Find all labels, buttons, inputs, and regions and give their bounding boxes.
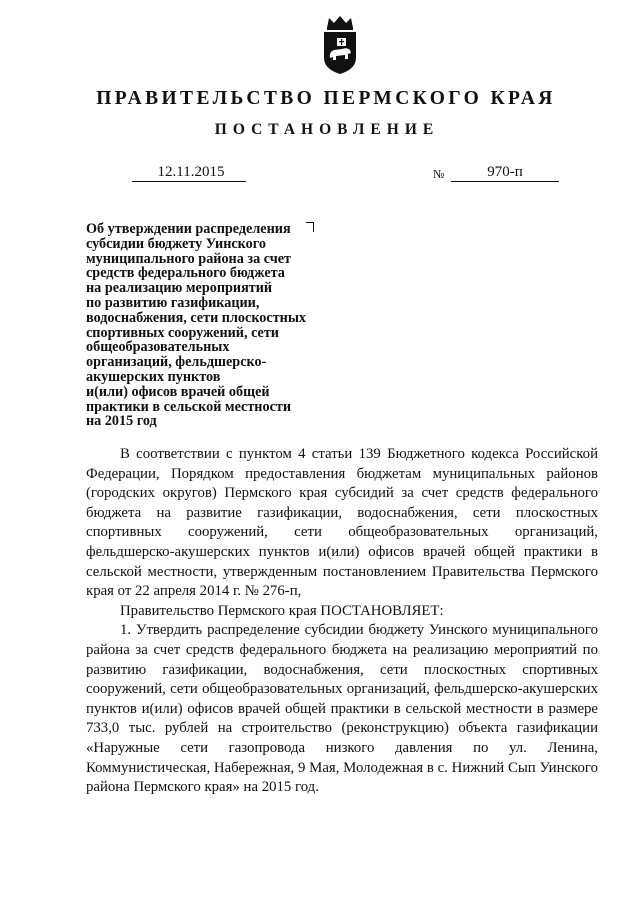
document-date: 12.11.2015 bbox=[132, 163, 246, 182]
document-type: ПОСТАНОВЛЕНИЕ bbox=[214, 121, 440, 138]
subject-line: и(или) офисов врачей общей bbox=[86, 383, 270, 400]
subject-line: на реализацию мероприятий bbox=[86, 280, 273, 297]
subject-line: организаций, фельдшерско- bbox=[86, 354, 267, 371]
subject-line: субсидии бюджету Уинского bbox=[86, 235, 266, 252]
government-title: ПРАВИТЕЛЬСТВО ПЕРМСКОГО КРАЯ bbox=[96, 88, 556, 109]
preamble-paragraph: В соответствии с пунктом 4 статьи 139 Бюджетного кодекса Российской Федерации, Порядком предоставления бюджетам муниципальных районов (городских округов) Пермского края субсидий за счет средств федерального бюджета на развитие газификации, водоснабжения, сети плоскостных спортивных сооружений, сети общеобразовательных организаций, фельдшерско-акушерских пунктов и(или) офисов врачей общей практики в сельской местности, утвержденным постановлением Правительства Пермского края от 22 апреля 2014 г. № 276-п, bbox=[86, 446, 598, 600]
subject-line: водоснабжения, сети плоскостных bbox=[86, 309, 307, 326]
perm-krai-coat-of-arms-icon bbox=[317, 14, 363, 76]
subject-line: общеобразовательных bbox=[86, 339, 230, 356]
document-number: 970-п bbox=[451, 163, 559, 182]
subject-line: по развитию газификации, bbox=[86, 294, 260, 311]
resolution-paragraph: Правительство Пермского края ПОСТАНОВЛЯЕТ: bbox=[120, 602, 444, 619]
subject-line: муниципального района за счет bbox=[86, 250, 291, 267]
subject-line: Об утверждении распределения bbox=[86, 221, 291, 237]
subject-line: акушерских пунктов bbox=[86, 368, 221, 385]
subject-line: практики в сельской местности bbox=[86, 398, 292, 415]
subject-line: на 2015 год bbox=[86, 413, 157, 430]
document-subject bbox=[86, 222, 326, 429]
subject-line: спортивных сооружений, сети bbox=[86, 324, 279, 341]
item-1-paragraph: 1. Утвердить распределение субсидии бюджету Уинского муниципального района за счет средств федерального бюджета на реализацию мероприятий по развитию газификации, водоснабжения, сети плоскостных спортивных сооружений, сети общеобразовательных организаций, фельдшерско-акушерских пунктов и(или) офисов врачей общей практики в сельской местности в размере 733,0 тыс. рублей на строительство (реконструкцию) объекта газификации «Наружные сети газопровода низкого давления по ул. Ленина, Коммунистическая, Набережная, 9 Мая, Молодежная в с. Нижний Сып Уинского района Пермского края» на 2015 год. bbox=[86, 622, 598, 796]
number-label: № bbox=[433, 167, 445, 181]
subject-line: средств федерального бюджета bbox=[86, 265, 285, 282]
document-body bbox=[86, 445, 598, 798]
